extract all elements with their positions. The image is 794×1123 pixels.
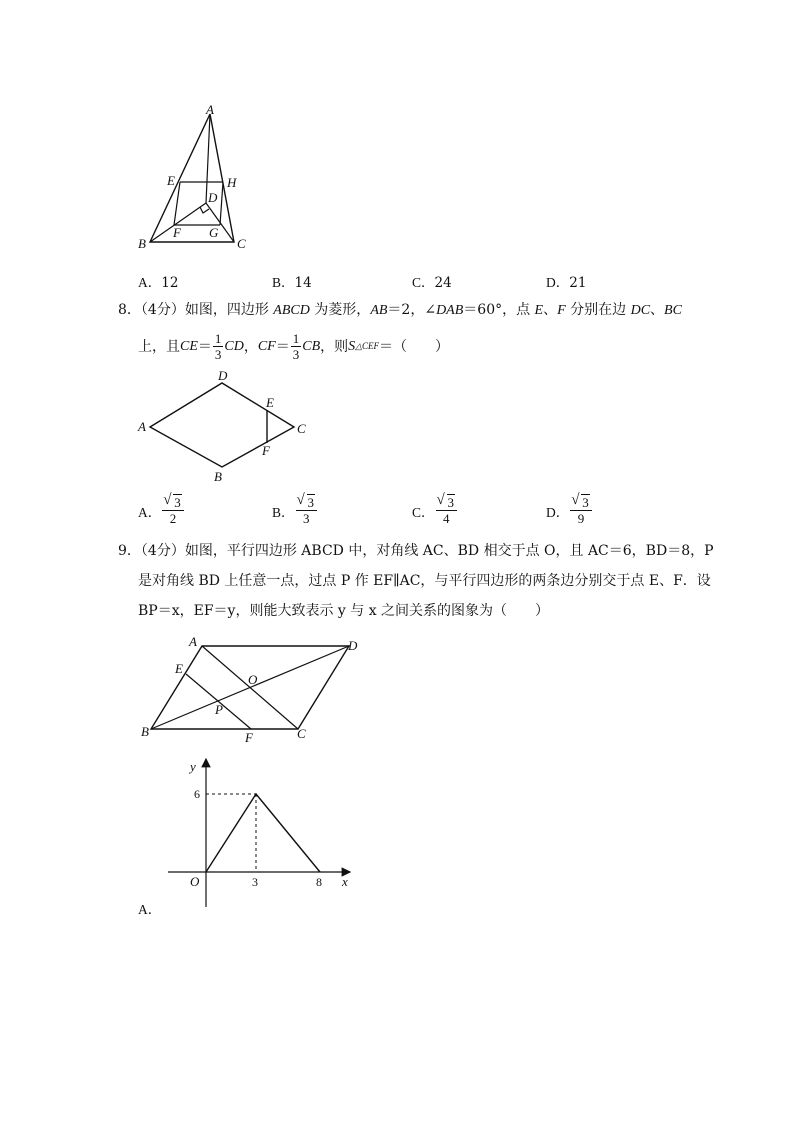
- q9-figure: [138, 632, 368, 747]
- q8-option-d[interactable]: D． √ $\frac{3}{9}$: [546, 495, 593, 526]
- q7-label-c: C: [237, 236, 246, 251]
- q8-label-d: D: [218, 368, 228, 383]
- q7-figure: [130, 100, 260, 260]
- q7-segment-hg: [220, 182, 223, 225]
- q8-option-d-value: √ $\frac{3}{9}$: [570, 495, 592, 526]
- q8-option-a-value: √ $\frac{3}{2}$: [162, 495, 184, 526]
- q9-label-b: B: [141, 724, 149, 739]
- q7-label-h: H: [227, 175, 237, 190]
- q8-option-c[interactable]: C． √ $\frac{3}{4}$: [412, 495, 458, 526]
- q9-stem-line2: 是对角线 BD 上任意一点，过点 P 作 EF∥AC，与平行四边形的两条边分别交于点 E、F．设: [138, 573, 711, 589]
- q7-label-e: E: [167, 173, 175, 188]
- q8-option-b-value: √ $\frac{3}{3}$: [296, 495, 318, 526]
- q9-graph-origin-label: O: [190, 874, 200, 889]
- q9-label-d: D: [348, 638, 358, 653]
- q9-label-o: O: [248, 672, 258, 687]
- q8-stem-line2: 上，且 CE ＝ $\frac{1}{3}$ CD ， CF ＝ $\frac{1}{3}$ CB ，则 S △CEF ＝（ ）: [138, 331, 450, 362]
- q7-label-g: G: [209, 225, 219, 240]
- q7-option-b[interactable]: B．14: [272, 275, 312, 291]
- q9-label-a: A: [189, 634, 197, 649]
- q8-option-c-value: √ $\frac{3}{4}$: [436, 495, 458, 526]
- q7-right-angle-mark: [200, 207, 209, 213]
- q8-figure: [130, 365, 320, 490]
- q9-graph-y-label: y: [190, 759, 196, 774]
- q8-stem-line1: 8．（4分）如图，四边形 ABCD 为菱形，AB＝2，∠DAB＝60°，点 E、F 分别在边 DC、BC: [118, 302, 682, 318]
- q7-triangle-abc: [150, 114, 234, 242]
- q9-label-c: C: [297, 726, 306, 741]
- q7-label-d: D: [208, 190, 218, 205]
- q8-fraction-one-third-a: $\frac{1}{3}$: [214, 331, 222, 362]
- q8-option-b[interactable]: B． √ $\frac{3}{3}$: [272, 495, 318, 526]
- q9-option-a-graph: [160, 755, 360, 910]
- q8-label-a: A: [138, 419, 146, 434]
- q8-fraction-one-third-b: $\frac{1}{3}$: [292, 331, 300, 362]
- q7-option-c[interactable]: C．24: [412, 275, 452, 291]
- q9-label-e: E: [175, 661, 183, 676]
- q7-option-d[interactable]: D．21: [546, 275, 587, 291]
- q8-label-c: C: [297, 421, 306, 436]
- q7-option-a[interactable]: A．12: [138, 275, 179, 291]
- q8-option-a[interactable]: A． √ $\frac{3}{2}$: [138, 495, 185, 526]
- q7-label-a: A: [206, 102, 214, 117]
- q8-label-b: B: [214, 469, 222, 484]
- q9-option-a[interactable]: A．: [138, 902, 162, 917]
- q9-graph-curve: [206, 794, 320, 872]
- q7-label-f: F: [173, 225, 181, 240]
- q9-graph-x-tick-8: 8: [316, 875, 322, 889]
- q8-label-f: F: [262, 443, 270, 458]
- q9-graph-x-label: x: [342, 874, 348, 889]
- q9-stem-line1: 9．（4分）如图，平行四边形 ABCD 中，对角线 AC、BD 相交于点 O，且 AC＝6，BD＝8，P: [118, 543, 714, 559]
- q9-stem-line3: BP＝x，EF＝y，则能大致表示 y 与 x 之间关系的图象为（ ）: [138, 603, 550, 619]
- q7-label-b: B: [138, 236, 146, 251]
- q9-graph-y-tick-6: 6: [194, 787, 200, 801]
- q8-label-e: E: [266, 395, 274, 410]
- q9-label-p: P: [215, 702, 223, 717]
- q9-label-f: F: [245, 730, 253, 745]
- q9-graph-x-tick-3: 3: [252, 875, 258, 889]
